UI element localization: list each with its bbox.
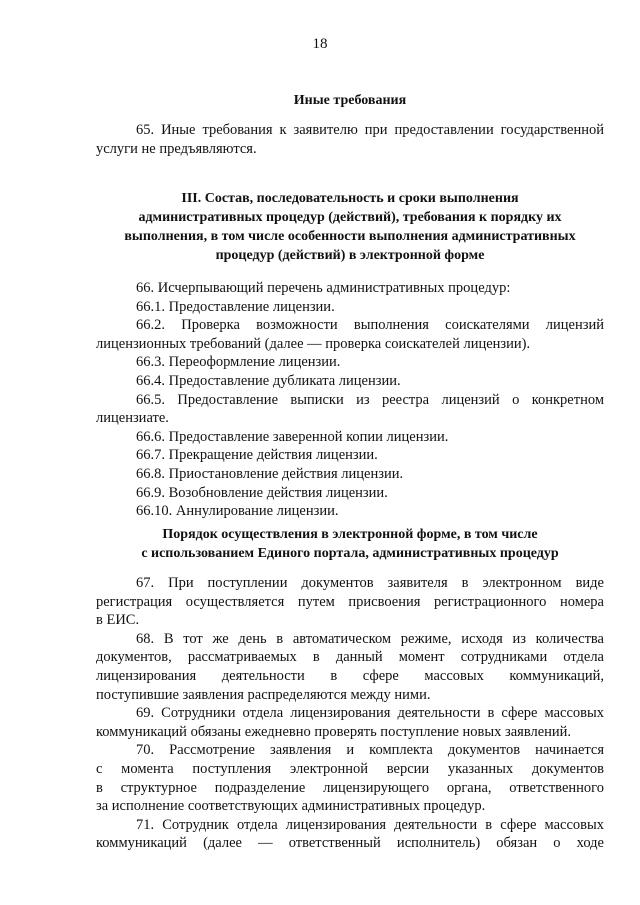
heading-line: административных процедур (действий), требования к порядку их	[138, 210, 562, 225]
page-number: 18	[312, 36, 328, 52]
paragraph-line: услуги не предъявляются.	[96, 140, 257, 157]
heading-line: III. Состав, последовательность и сроки выполнения	[181, 191, 519, 206]
section-heading-electronic-form	[96, 525, 604, 563]
paragraph-70: 70. Рассмотрение заявления и комплекта документов начинается	[136, 742, 604, 759]
paragraph-line: 65. Иные требования к заявителю при предоставлении государственной	[136, 122, 604, 138]
section-heading-other-requirements	[96, 91, 604, 110]
heading-line: с использованием Единого портала, административных процедур	[141, 546, 559, 561]
heading-line: выполнения, в том числе особенности выполнения административных	[124, 229, 576, 244]
list-item: 66.1. Предоставление лицензии.	[136, 298, 335, 315]
heading-line: процедур (действий) в электронной форме	[215, 248, 485, 263]
paragraph-line: за исполнение соответствующих административных процедур.	[96, 798, 486, 815]
paragraph-line: в структурное подразделение лицензирующего органа, ответственного	[96, 779, 604, 796]
heading-line: Порядок осуществления в электронной форме, в том числе	[162, 527, 538, 542]
paragraph-66: 66. Исчерпывающий перечень административных процедур:	[136, 280, 511, 296]
paragraph-71: 71. Сотрудник отдела лицензирования деятельности в сфере массовых	[136, 816, 604, 833]
list-item-continuation: лицензиате.	[96, 410, 169, 427]
paragraph-line: коммуникаций (далее — ответственный исполнитель) обязан о ходе	[96, 835, 604, 852]
list-item: 66.2. Проверка возможности выполнения соискателями лицензий	[136, 317, 604, 334]
paragraph-69: 69. Сотрудники отдела лицензирования деятельности в сфере массовых	[136, 705, 604, 722]
list-item: 66.4. Предоставление дубликата лицензии.	[136, 372, 401, 389]
paragraph-line: регистрация осуществляется путем присвоения регистрационного номера	[96, 593, 604, 610]
section-heading-iii	[96, 189, 604, 265]
paragraph-68: 68. В тот же день в автоматическом режиме, исходя из количества	[136, 630, 604, 647]
procedures-list	[96, 279, 604, 521]
paragraph-65	[96, 121, 604, 158]
list-item: 66.7. Прекращение действия лицензии.	[136, 447, 378, 464]
paragraph-line: с момента поступления электронной версии указанных документов	[96, 760, 604, 777]
list-item-continuation: лицензионных требований (далее — проверка соискателей лицензии).	[96, 335, 531, 352]
list-item: 66.6. Предоставление заверенной копии лицензии.	[136, 428, 449, 445]
paragraph-line: поступившие заявления распределяются между ними.	[96, 686, 431, 703]
paragraph-67: 67. При поступлении документов заявителя в электронном виде	[136, 575, 604, 591]
electronic-paragraphs	[96, 574, 604, 853]
paragraph-line: коммуникаций обязаны ежедневно проверять поступление новых заявлений.	[96, 723, 572, 740]
paragraph-line: лицензирования деятельности в сфере массовых коммуникаций,	[96, 667, 604, 684]
list-item: 66.10. Аннулирование лицензии.	[136, 503, 339, 520]
paragraph-line: в ЕИС.	[96, 612, 140, 629]
paragraph-line: документов, рассматриваемых в данный момент сотрудниками отдела	[96, 649, 604, 666]
list-item: 66.9. Возобновление действия лицензии.	[136, 484, 388, 501]
list-item: 66.5. Предоставление выписки из реестра лицензий о конкретном	[136, 391, 604, 408]
list-item: 66.3. Переоформление лицензии.	[136, 354, 341, 371]
heading-line: Иные требования	[293, 93, 407, 108]
list-item: 66.8. Приостановление действия лицензии.	[136, 465, 404, 482]
